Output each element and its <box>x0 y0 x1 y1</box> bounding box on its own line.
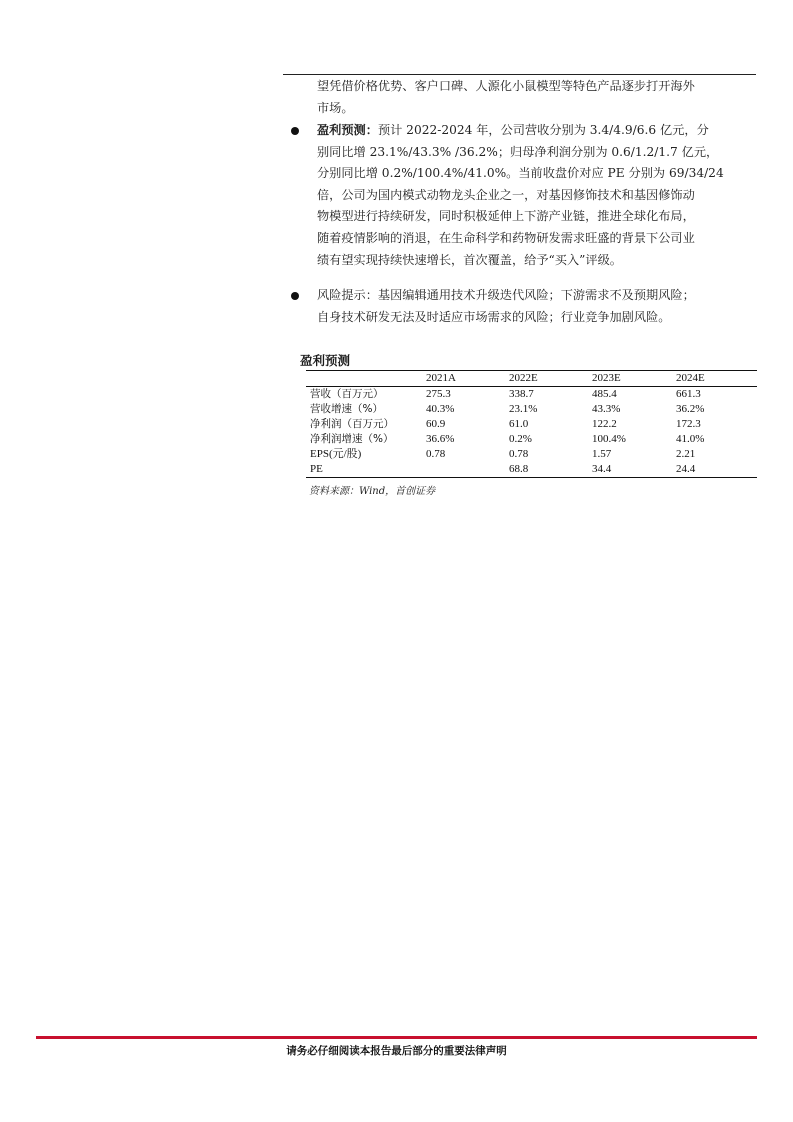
table-cell: 43.3% <box>592 403 621 415</box>
table-row <box>306 432 757 447</box>
table-cell: 661.3 <box>676 388 701 400</box>
table-header-row <box>306 371 757 387</box>
profit-forecast-line: 分别同比增 0.2%/100.4%/41.0%。当前收盘价对应 PE 分别为 69/34/24 <box>317 166 724 181</box>
table-row <box>306 402 757 417</box>
profit-forecast-line: 随着疫情影响的消退，在生命科学和药物研发需求旺盛的背景下公司业 <box>317 230 695 245</box>
profit-forecast-line: 别同比增 23.1%/43.3% /36.2%；归母净利润分别为 0.6/1.2/1.7 亿元， <box>317 144 719 159</box>
profit-forecast-line: 绩有望实现持续快速增长，首次覆盖，给予“买入”评级。 <box>317 252 622 267</box>
footer-divider <box>36 1036 757 1039</box>
table-cell: 34.4 <box>588 462 672 478</box>
table-cell: 485.4 <box>592 388 617 400</box>
table-cell: 2.21 <box>676 448 696 460</box>
risk-line: 自身技术研发无法及时适应市场需求的风险；行业竞争加剧风险。 <box>317 309 671 324</box>
table-cell: 68.8 <box>505 462 588 478</box>
table-cell: 1.57 <box>592 448 612 460</box>
table-header-cell <box>306 371 422 387</box>
table-cell: 0.78 <box>509 448 529 460</box>
intro-paragraph <box>317 76 757 119</box>
table-cell: 0.2% <box>509 433 532 445</box>
row-label: 营收（百万元） <box>310 388 384 400</box>
table-row <box>306 447 757 462</box>
profit-forecast-line-text: 预计 2022-2024 年，公司营收分别为 3.4/4.9/6.6 亿元，分 <box>377 123 709 137</box>
table-cell: 172.3 <box>676 418 701 430</box>
table-cell: 41.0% <box>676 433 705 445</box>
table-source-note: 资料来源：Wind，首创证券 <box>309 486 436 497</box>
profit-forecast-line <box>317 120 757 142</box>
table-header-cell: 2023E <box>588 371 672 387</box>
profit-forecast-lead: 盈利预测： <box>317 123 378 137</box>
row-label: 净利润增速（%） <box>310 433 394 445</box>
table-cell: 40.3% <box>426 403 455 415</box>
profit-forecast-paragraph <box>317 120 757 271</box>
profit-forecast-line: 倍，公司为国内模式动物龙头企业之一，对基因修饰技术和基因修饰动 <box>317 187 695 202</box>
table-cell <box>422 462 505 478</box>
table-cell: 100.4% <box>592 433 626 445</box>
row-label: 营收增速（%） <box>310 403 383 415</box>
intro-line: 市场。 <box>317 100 354 115</box>
table-cell: 61.0 <box>509 418 529 430</box>
table-cell: 36.2% <box>676 403 705 415</box>
table-title: 盈利预测 <box>300 353 351 368</box>
table-cell: 338.7 <box>509 388 534 400</box>
table-cell: 24.4 <box>672 462 757 478</box>
bullet-icon <box>291 292 299 300</box>
table-cell: 23.1% <box>509 403 538 415</box>
legal-disclaimer-note: 请务必仔细阅读本报告最后部分的重要法律声明 <box>286 1045 507 1057</box>
row-label: 净利润（百万元） <box>310 418 394 430</box>
table-header-cell: 2022E <box>505 371 588 387</box>
forecast-table <box>306 370 757 478</box>
table-cell: 0.78 <box>426 448 446 460</box>
table-cell: 122.2 <box>592 418 617 430</box>
table-cell: 60.9 <box>426 418 446 430</box>
intro-line: 望凭借价格优势、客户口碑、人源化小鼠模型等特色产品逐步打开海外 <box>317 79 695 93</box>
bullet-icon <box>291 127 299 135</box>
risk-line: 风险提示：基因编辑通用技术升级迭代风险；下游需求不及预期风险； <box>317 288 695 302</box>
row-label: EPS(元/股) <box>310 448 362 460</box>
table-header-cell: 2021A <box>422 371 505 387</box>
profit-forecast-line: 物模型进行持续研发，同时积极延伸上下游产业链，推进全球化布局， <box>317 209 695 224</box>
table-row <box>306 462 757 478</box>
risk-paragraph <box>317 285 757 328</box>
table-header-cell: 2024E <box>672 371 757 387</box>
table-cell: 36.6% <box>426 433 455 445</box>
table-row <box>306 417 757 432</box>
row-label: PE <box>306 462 422 478</box>
table-row <box>306 387 757 403</box>
header-divider <box>283 74 756 75</box>
table-cell: 275.3 <box>426 388 451 400</box>
